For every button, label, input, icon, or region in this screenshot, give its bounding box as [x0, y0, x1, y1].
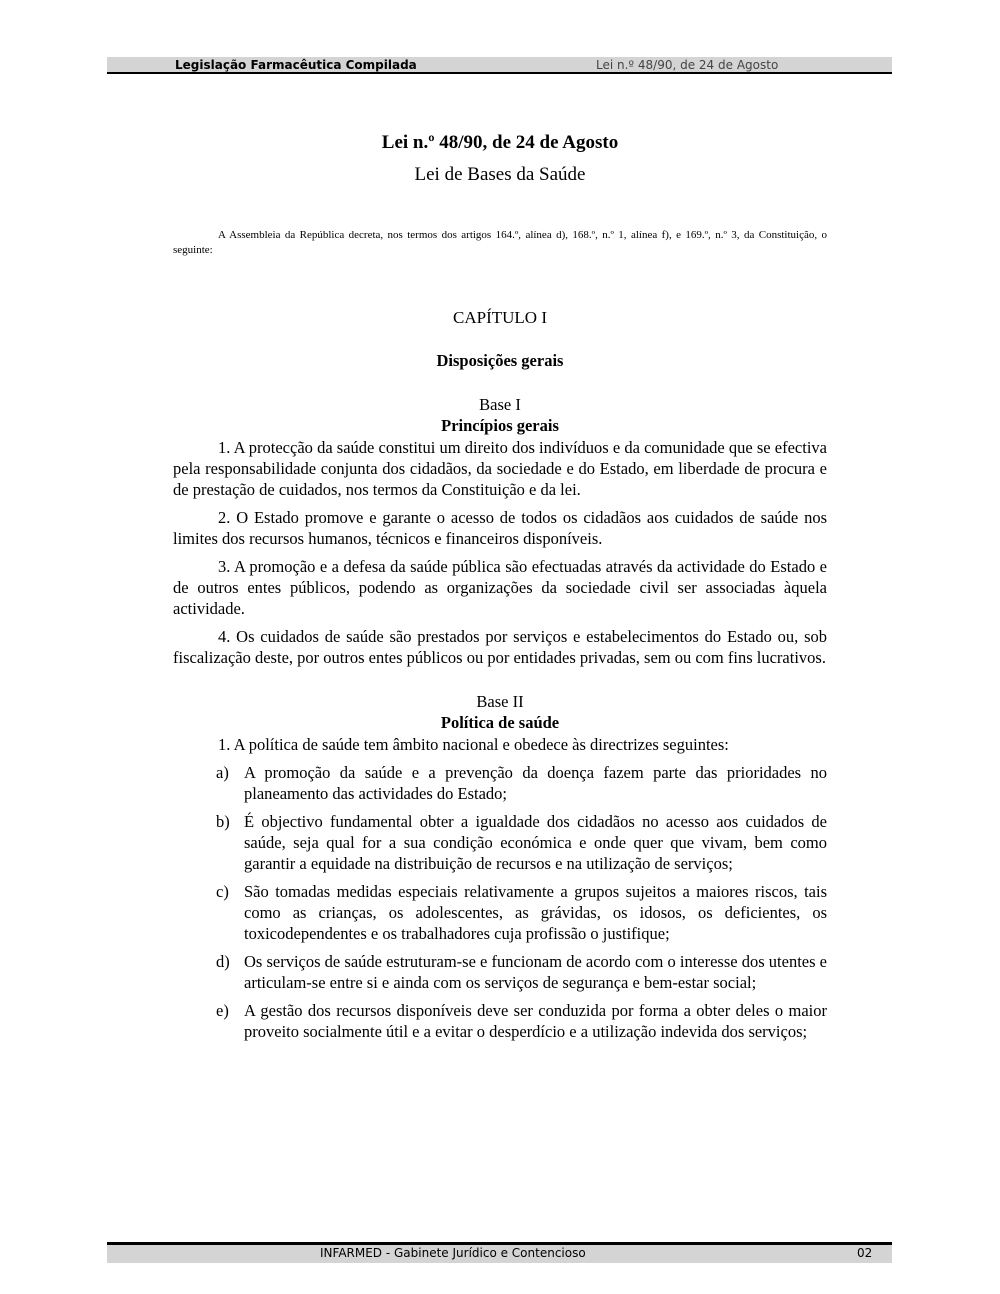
- document-body: [173, 130, 827, 1049]
- list-item-label: c): [216, 882, 229, 901]
- chapter-heading: CAPÍTULO I: [453, 308, 547, 327]
- base-number: Base II: [476, 692, 524, 711]
- paragraph: 1. A protecção da saúde constitui um direito dos indivíduos e da comunidade que se efectiva pela responsabilidade conjunta dos cidadãos, da sociedade e do Estado, em liberdade de procura e de prestação de cuidados, nos termos da Constituição e da lei.: [173, 438, 827, 499]
- base-title: Princípios gerais: [441, 416, 559, 435]
- paragraph: 1. A política de saúde tem âmbito nacional e obedece às directrizes seguintes:: [218, 735, 729, 754]
- list-item-label: e): [216, 1001, 229, 1020]
- list-item-text: A gestão dos recursos disponíveis deve ser conduzida por forma a obter deles o maior proveito socialmente útil e a evitar o desperdício e a utilização indevida dos serviços;: [244, 1001, 827, 1041]
- list-item: [216, 951, 827, 993]
- document-title: Lei n.º 48/90, de 24 de Agosto: [381, 132, 619, 153]
- paragraph: 4. Os cuidados de saúde são prestados por serviços e estabelecimentos do Estado ou, sob fiscalização deste, por outros entes públicos ou por entidades privadas, sem ou com fins lucrativos.: [173, 627, 827, 667]
- base-number: Base I: [479, 395, 521, 414]
- list-item-text: São tomadas medidas especiais relativamente a grupos sujeitos a maiores riscos, tais como as crianças, os adolescentes, as grávidas, os idosos, os deficientes, os toxicodependentes e os trabalhadores cuja profissão o justifique;: [244, 882, 827, 943]
- header-publication-title: Legislação Farmacêutica Compilada: [175, 58, 417, 72]
- document-subtitle: Lei de Bases da Saúde: [414, 164, 586, 185]
- list-item: [216, 881, 827, 944]
- list-item-text: É objectivo fundamental obter a igualdade dos cidadãos no acesso aos cuidados de saúde, seja qual for a sua condição económica e onde quer que vivam, bem como garantir a equidade na distribuição de recursos e na utilização de serviços;: [244, 812, 827, 873]
- header-law-reference: Lei n.º 48/90, de 24 de Agosto: [596, 58, 779, 72]
- list-item-text: A promoção da saúde e a prevenção da doença fazem parte das prioridades no planeamento das actividades do Estado;: [244, 763, 827, 803]
- paragraph: 3. A promoção e a defesa da saúde pública são efectuadas através da actividade do Estado e de outros entes públicos, podendo as organizações da sociedade civil ser associadas àquela actividade.: [173, 557, 827, 618]
- paragraph: 2. O Estado promove e garante o acesso de todos os cidadãos aos cuidados de saúde nos limites dos recursos humanos, técnicos e financeiros disponíveis.: [173, 508, 827, 548]
- list-item: [216, 762, 827, 804]
- section-title: Disposições gerais: [436, 351, 564, 370]
- page-number: 02: [857, 1246, 873, 1260]
- list-item-label: d): [216, 952, 230, 971]
- list-item: [216, 811, 827, 874]
- list-item-label: a): [216, 763, 229, 782]
- list-item: [216, 1000, 827, 1042]
- preamble: A Assembleia da República decreta, nos termos dos artigos 164.º, alínea d), 168.º, n.º 1, alínea f), e 169.º, n.º 3, da Constituição, o seguinte:: [173, 229, 827, 256]
- footer-organization: INFARMED - Gabinete Jurídico e Contencioso: [320, 1246, 586, 1260]
- list-item-label: b): [216, 812, 230, 831]
- list-item-text: Os serviços de saúde estruturam-se e funcionam de acordo com o interesse dos utentes e articulam-se entre si e ainda com os serviços de segurança e bem-estar social;: [244, 952, 827, 992]
- base-title: Política de saúde: [440, 713, 560, 732]
